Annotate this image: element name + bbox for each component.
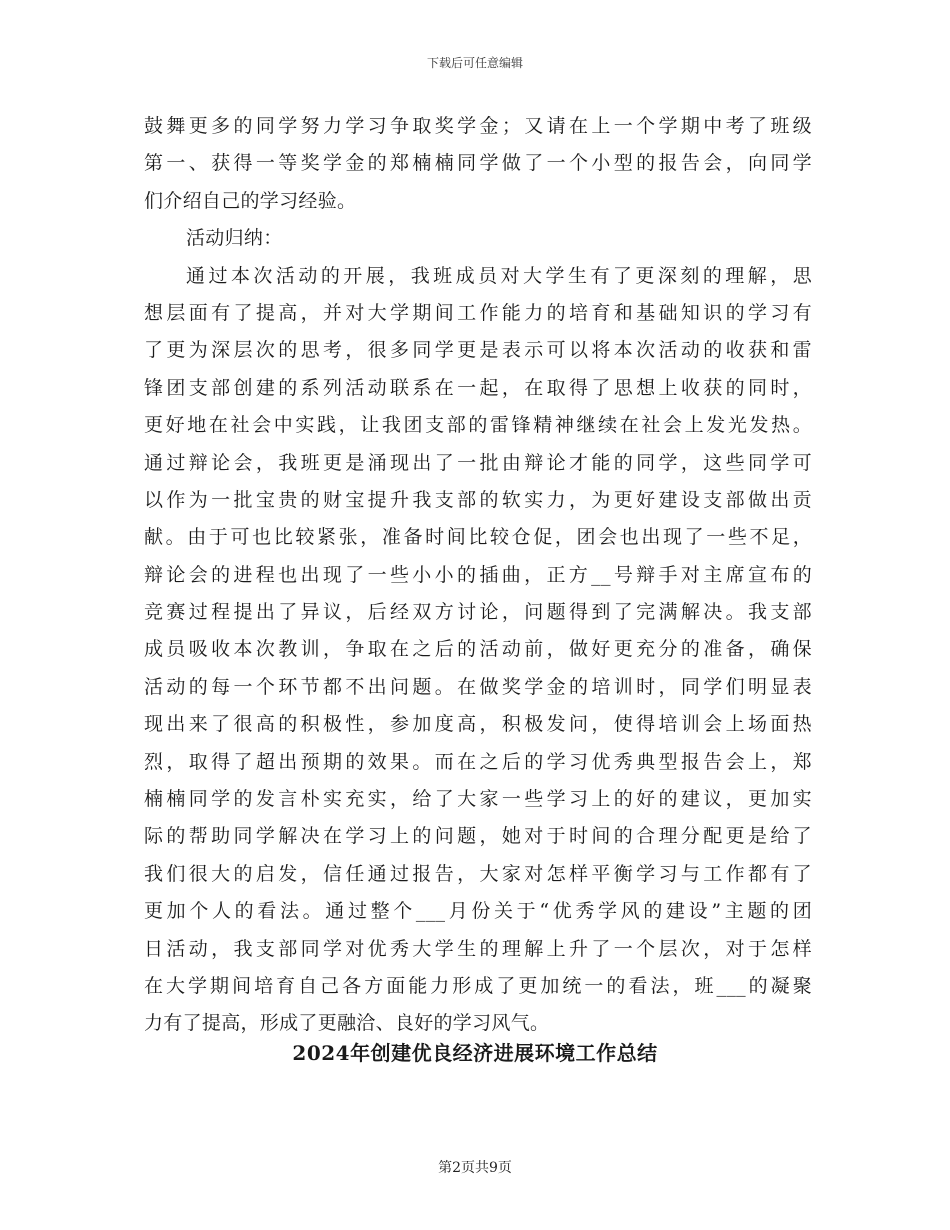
text-line: 成员吸收本次教训，争取在之后的活动前，做好更充分的准备，确保 — [144, 638, 812, 661]
text-line: 我们很大的启发，信任通过报告，大家对怎样平衡学习与工作都有了 — [144, 862, 812, 885]
header-note: 下载后可任意编辑 — [426, 56, 523, 70]
text-line: 们介绍自己的学习经验。 — [144, 189, 357, 212]
document-title: 2024年创建优良经济进展环境工作总结 — [292, 1041, 658, 1065]
text-line: 以作为一批宝贵的财宝提升我支部的软实力，为更好建设支部做出贡 — [144, 488, 812, 511]
text-line: 更加个人的看法。通过整个___月份关于“优秀学风的建设”主题的团 — [144, 900, 812, 923]
text-line: 通过辩论会，我班更是涌现出了一批由辩论才能的同学，这些同学可 — [144, 451, 812, 474]
text-line: 力有了提高，形成了更融洽、良好的学习风气。 — [144, 1012, 550, 1035]
text-line: 活动的每一个环节都不出问题。在做奖学金的培训时，同学们明显表 — [144, 675, 812, 698]
text-line: 第一、获得一等奖学金的郑楠楠同学做了一个小型的报告会，向同学 — [144, 152, 812, 175]
text-line: 想层面有了提高，并对大学期间工作能力的培育和基础知识的学习有 — [144, 301, 812, 324]
text-line: 际的帮助同学解决在学习上的问题，她对于时间的合理分配更是给了 — [144, 825, 812, 848]
text-line: 楠楠同学的发言朴实充实，给了大家一些学习上的好的建议，更加实 — [144, 788, 812, 811]
text-line: 在大学期间培育自己各方面能力形成了更加统一的看法，班___的凝聚 — [144, 974, 812, 997]
section-heading: 活动归纳： — [186, 227, 283, 250]
text-line: 现出来了很高的积极性，参加度高，积极发问，使得培训会上场面热 — [144, 713, 812, 736]
text-line: 竞赛过程提出了异议，后经双方讨论，问题得到了完满解决。我支部 — [144, 601, 812, 624]
text-line: 日活动，我支部同学对优秀大学生的理解上升了一个层次，对于怎样 — [144, 937, 812, 960]
text-line: 了更为深层次的思考，很多同学更是表示可以将本次活动的收获和雷 — [144, 339, 812, 362]
text-line: 烈，取得了超出预期的效果。而在之后的学习优秀典型报告会上，郑 — [144, 750, 812, 773]
text-line: 辩论会的进程也出现了一些小小的插曲，正方__号辩手对主席宣布的 — [144, 563, 812, 586]
text-line: 鼓舞更多的同学努力学习争取奖学金；又请在上一个学期中考了班级 — [144, 115, 812, 137]
text-line: 献。由于可也比较紧张，准备时间比较仓促，团会也出现了一些不足， — [144, 526, 812, 549]
document-body — [144, 108, 812, 1043]
text-line: 锋团支部创建的系列活动联系在一起，在取得了思想上收获的同时， — [144, 376, 812, 399]
text-line: 通过本次活动的开展，我班成员对大学生有了更深刻的理解，思 — [186, 264, 812, 287]
text-line: 更好地在社会中实践，让我团支部的雷锋精神继续在社会上发光发热。 — [144, 414, 812, 437]
page-footer: 第2页共9页 — [438, 1160, 512, 1176]
